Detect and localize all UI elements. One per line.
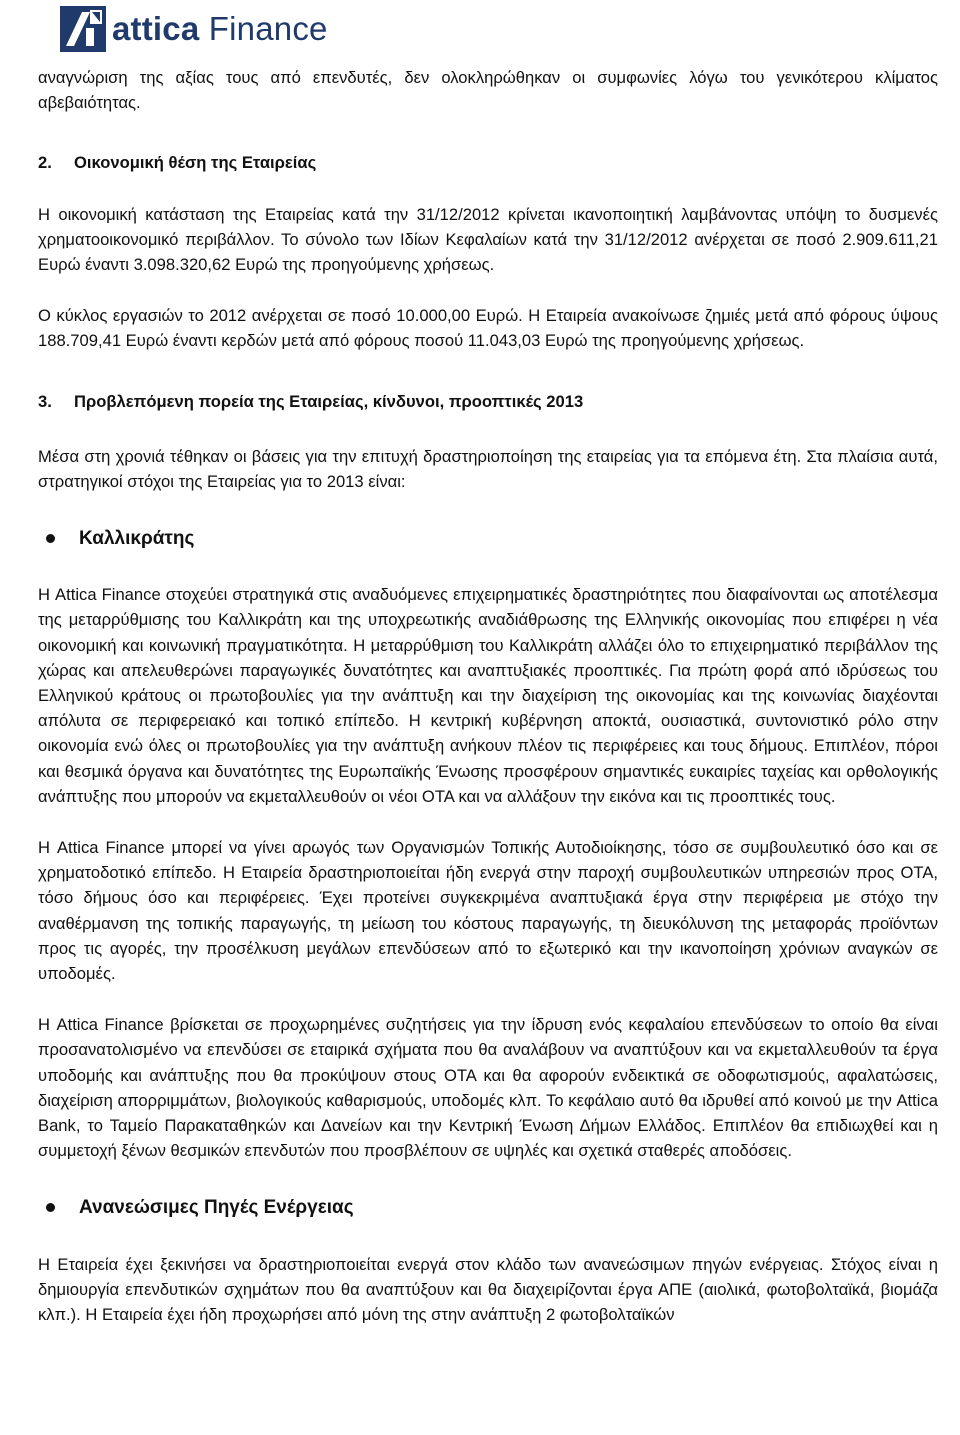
attica-finance-logo — [60, 6, 328, 52]
intro-paragraph: αναγνώριση της αξίας τους από επενδυτές, δεν ολοκληρώθηκαν οι συμφωνίες λόγω του γενικότερου κλίματος αβεβαιότητας. — [38, 68, 938, 113]
section-2-paragraph-1: Η οικονομική κατάσταση της Εταιρείας κατά την 31/12/2012 κρίνεται ικανοποιητική λαμβάνοντας υπόψη το δυσμενές χρηματοοικονομικό περιβάλλον. Το σύνολο των Ιδίων Κεφαλαίων κατά την 31/12/2012 ανέρχεται σε ποσό 2.909.611,21 Ευρώ έναντι 3.098.320,62 Ευρώ της προηγούμενης χρήσεως. — [38, 204, 938, 275]
bullet-dot-icon — [46, 1203, 55, 1212]
section-2-heading — [38, 150, 938, 175]
section-3-paragraph-2: Η Attica Finance στοχεύει στρατηγικά στις αναδυόμενες επιχειρηματικές δραστηριότητες που διαφαίνονται ως αποτέλεσμα της μεταρρύθμισης του Καλλικράτη και της υποχρεωτικής αναδιάθρωσης της Ελληνικής οικονομίας που επιφέρει η νέα οικονομική και κοινωνική πραγματικότητα. Η μεταρρύθμιση του Καλλικράτη αλλάζει όλο το επιχειρηματικό περιβάλλον της χώρας και απελευθερώνει παραγωγικές δυνατότητες και αναπτυξιακές προοπτικές. Για πρώτη φορά από ιδρύσεως του Ελληνικού κράτους οι πρωτοβουλίες για την ανάπτυξη και την διαχείριση της οικονομίας και της κοινωνίας διαχέονται απόλυτα σε περιφερειακό και τοπικό επίπεδο. Η κεντρική κυβέρνηση αποκτά, ουσιαστικά, συντονιστικό ρόλο στην οικονομία ενώ όλες οι πρωτοβουλίες για την ανάπτυξη ανήκουν πλέον τις περιφέρειες και τους δήμους. Επιπλέον, πόροι και θεσμικά όργανα και δυνατότητες της Ευρωπαϊκής Ένωσης προσφέρουν σημαντικές ευκαιρίες ταχείας και ορθολογικής ανάπτυξης που μπορούν να εκμεταλλευθούν οι νέοι ΟΤΑ και να αλλάξουν την εικόνα και τις προοπτικές τους. — [38, 585, 938, 806]
section-2-number: 2. — [38, 153, 52, 173]
section-3-paragraph-1: Μέσα στη χρονιά τέθηκαν οι βάσεις για την επιτυχή δραστηριοποίηση της εταιρείας για τα επόμενα έτη. Στα πλαίσια αυτά, στρατηγικοί στόχοι της Εταιρείας για το 2013 είναι: — [38, 446, 938, 492]
section-3-number: 3. — [38, 391, 52, 411]
document-body — [38, 65, 938, 1327]
section-2-paragraph-2: Ο κύκλος εργασιών το 2012 ανέρχεται σε ποσό 10.000,00 Ευρώ. Η Εταιρεία ανακοίνωσε ζημιές μετά από φόρους ύψους 188.709,41 Ευρώ έναντι κερδών μετά από φόρους ποσού 11.043,03 Ευρώ της προηγούμενης χρήσεως. — [38, 306, 938, 351]
logo-word-attica: attica — [112, 10, 200, 47]
logo-wordmark — [112, 6, 328, 52]
section-3-heading — [38, 389, 938, 414]
logo-word-finance: Finance — [208, 10, 328, 47]
bullet-kallikratis — [46, 520, 938, 556]
section-2-title: Οικονομική θέση της Εταιρείας — [74, 153, 317, 173]
attica-logo-icon — [60, 6, 106, 52]
section-3-paragraph-5: Η Εταιρεία έχει ξεκινήσει να δραστηριοποιείται ενεργά στον κλάδο των ανανεώσιμων πηγών ενέργειας. Στόχος είναι η δημιουργία επενδυτικών σχημάτων που θα αναπτύξουν και θα διαχειρίζονται έργα ΑΠΕ (αιολικά, φωτοβολταϊκά, βιομάζα κλπ.). Η Εταιρεία έχει ήδη προχωρήσει από μόνη της στην ανάπτυξη 2 φωτοβολταϊκών — [38, 1254, 938, 1324]
section-3-paragraph-4: Η Attica Finance βρίσκεται σε προχωρημένες συζητήσεις για την ίδρυση ενός κεφαλαίου επενδύσεων το οποίο θα είναι προσανατολισμένο να επενδύσει σε εταιρικά σχήματα που θα αναλάβουν να αναπτύξουν και να εκμεταλλευθούν τα έργα υποδομής και ανάπτυξης που θα προκύψουν στους ΟΤΑ και θα αφορούν ενδεικτικά σε οδοφωτισμούς, αφαλατώσεις, διαχείριση απορριμμάτων, βιολογικούς καθαρισμούς, υποδομές κλπ. Το κεφάλαιο αυτό θα ιδρυθεί από κοινού με την Attica Bank, το Ταμείο Παρακαταθηκών και Δανείων και την Κεντρική Ένωση Δήμων Ελλάδος. Επιπλέον θα επιδιωχθεί και η συμμετοχή ξένων θεσμικών επενδυτών που προσβλέπουν σε υψηλές και σχετικά σταθερές αποδόσεις. — [38, 1015, 938, 1161]
bullet-renewable-energy-label: Ανανεώσιμες Πηγές Ενέργειας — [79, 1196, 354, 1218]
bullet-kallikratis-label: Καλλικράτης — [79, 527, 195, 549]
bullet-renewable-energy — [46, 1190, 938, 1226]
bullet-dot-icon — [46, 534, 55, 543]
section-3-paragraph-3: Η Attica Finance μπορεί να γίνει αρωγός των Οργανισμών Τοπικής Αυτοδιοίκησης, τόσο σε συμβουλευτικό όσο και σε χρηματοδοτικό επίπεδο. Η Εταιρεία δραστηριοποιείται ήδη ενεργά στην παροχή συμβουλευτικών υπηρεσιών προς ΟΤΑ, τόσο δήμους όσο και περιφέρειες. Έχει προτείνει συγκεκριμένα αναπτυξιακά έργα στην περιφέρεια με στόχο την αναθέρμανση της τοπικής παραγωγής, τη μείωση του κόστους παραγωγής, τη διευκόλυνση της μεταφοράς προϊόντων προς τις αγορές, την προσέλκυση μεγάλων επενδύσεων από το εξωτερικό και την ικανοποίηση χρόνιων αναγκών σε υποδομές. — [38, 838, 938, 984]
section-3-title: Προβλεπόμενη πορεία της Εταιρείας, κίνδυνοι, προοπτικές 2013 — [74, 391, 584, 411]
